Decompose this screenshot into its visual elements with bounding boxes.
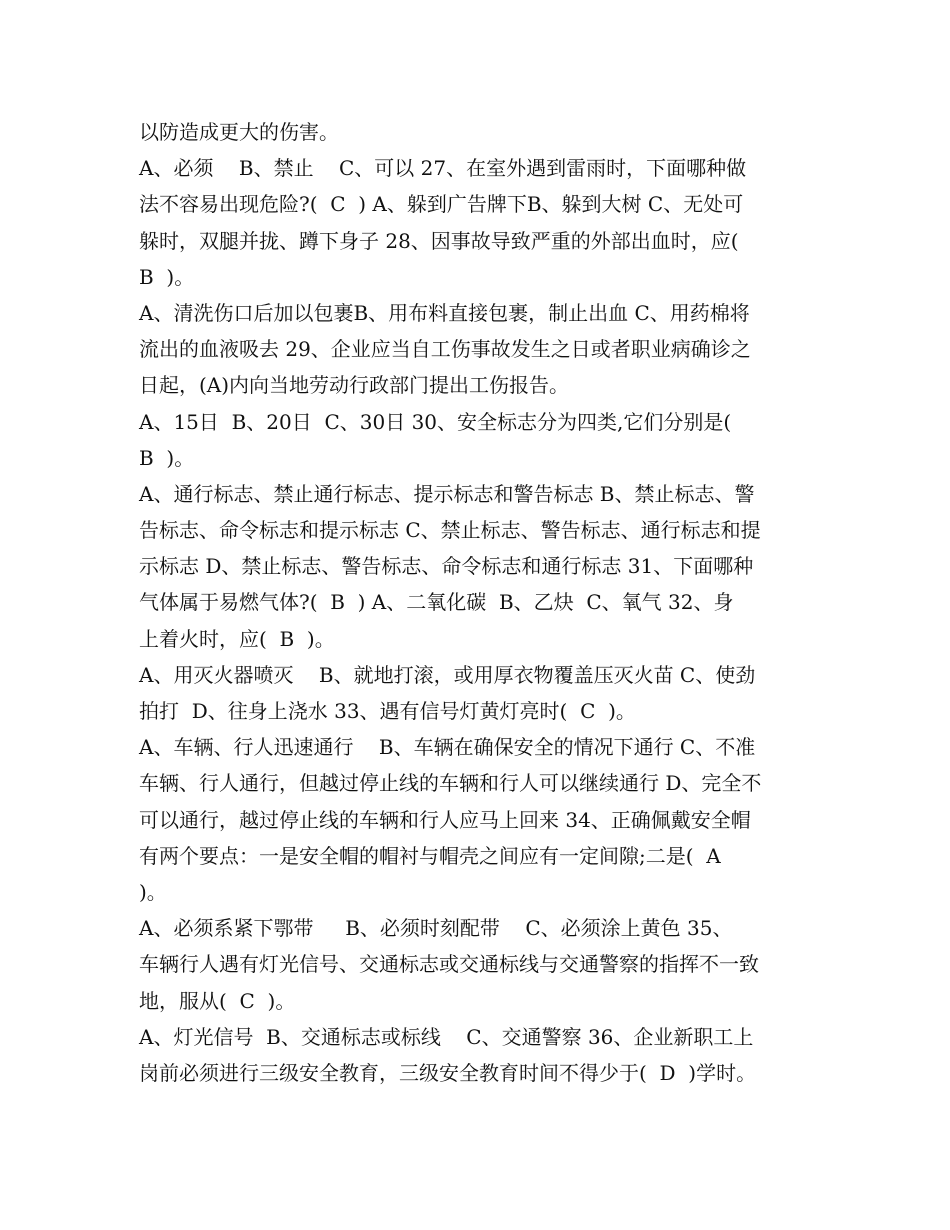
text-line-25: 地，服从( C )。: [139, 988, 296, 1013]
text-line-3: 法不容易出现危险?( C ) A、躲到广告牌下B、躲到大树 C、无处可: [139, 192, 744, 217]
text-line-20: 可以通行，越过停止线的车辆和行人应马上回来 34、正确佩戴安全帽: [139, 807, 751, 832]
text-line-22: )。: [139, 879, 167, 904]
text-line-9: A、15日 B、20日 C、30日 30、安全标志分为四类,它们分别是(: [139, 409, 732, 434]
text-line-5: B )。: [139, 264, 195, 289]
text-line-18: A、车辆、行人迅速通行 B、车辆在确保安全的情况下通行 C、不准: [139, 735, 756, 760]
text-line-21: 有两个要点：一是安全帽的帽衬与帽壳之间应有一定间隙;二是( A: [139, 843, 721, 868]
document-body: [139, 114, 829, 1091]
text-line-26: A、灯光信号 B、交通标志或标线 C、交通警察 36、企业新职工上: [139, 1024, 754, 1049]
text-line-8: 日起，(A)内向当地劳动行政部门提出工伤报告。: [139, 373, 570, 398]
text-line-10: B )。: [139, 445, 195, 470]
text-line-24: 车辆行人遇有灯光信号、交通标志或交通标线与交通警察的指挥不一致: [139, 952, 759, 977]
text-line-11: A、通行标志、禁止通行标志、提示标志和警告标志 B、禁止标志、警: [139, 481, 755, 506]
text-line-12: 告标志、命令标志和提示标志 C、禁止标志、警告标志、通行标志和提: [139, 518, 761, 543]
text-line-27: 岗前必须进行三级安全教育，三级安全教育时间不得少于( D )学时。: [139, 1060, 757, 1085]
text-line-19: 车辆、行人通行，但越过停止线的车辆和行人可以继续通行 D、完全不: [139, 771, 762, 796]
text-line-6: A、清洗伤口后加以包裹B、用布料直接包裹，制止出血 C、用药棉将: [139, 300, 750, 325]
text-line-16: A、用灭火器喷灭 B、就地打滚，或用厚衣物覆盖压灭火苗 C、使劲: [139, 662, 756, 687]
text-line-1: 以防造成更大的伤害。: [139, 120, 339, 144]
text-line-7: 流出的血液吸去 29、企业应当自工伤事故发生之日或者职业病确诊之: [139, 337, 751, 362]
text-line-14: 气体属于易燃气体?( B ) A、二氧化碳 B、乙炔 C、氧气 32、身: [139, 590, 734, 615]
text-line-15: 上着火时，应( B )。: [139, 626, 335, 651]
text-line-2: A、必须 B、禁止 C、可以 27、在室外遇到雷雨时，下面哪种做: [139, 156, 747, 181]
text-line-4: 躲时，双腿并拢、蹲下身子 28、因事故导致严重的外部出血时，应(: [139, 228, 739, 253]
text-line-23: A、必须系紧下鄂带 B、必须时刻配带 C、必须涂上黄色 35、: [139, 916, 733, 941]
text-line-13: 示标志 D、禁止标志、警告标志、命令标志和通行标志 31、下面哪种: [139, 554, 754, 579]
text-line-17: 拍打 D、往身上浇水 33、遇有信号灯黄灯亮时( C )。: [139, 699, 636, 723]
